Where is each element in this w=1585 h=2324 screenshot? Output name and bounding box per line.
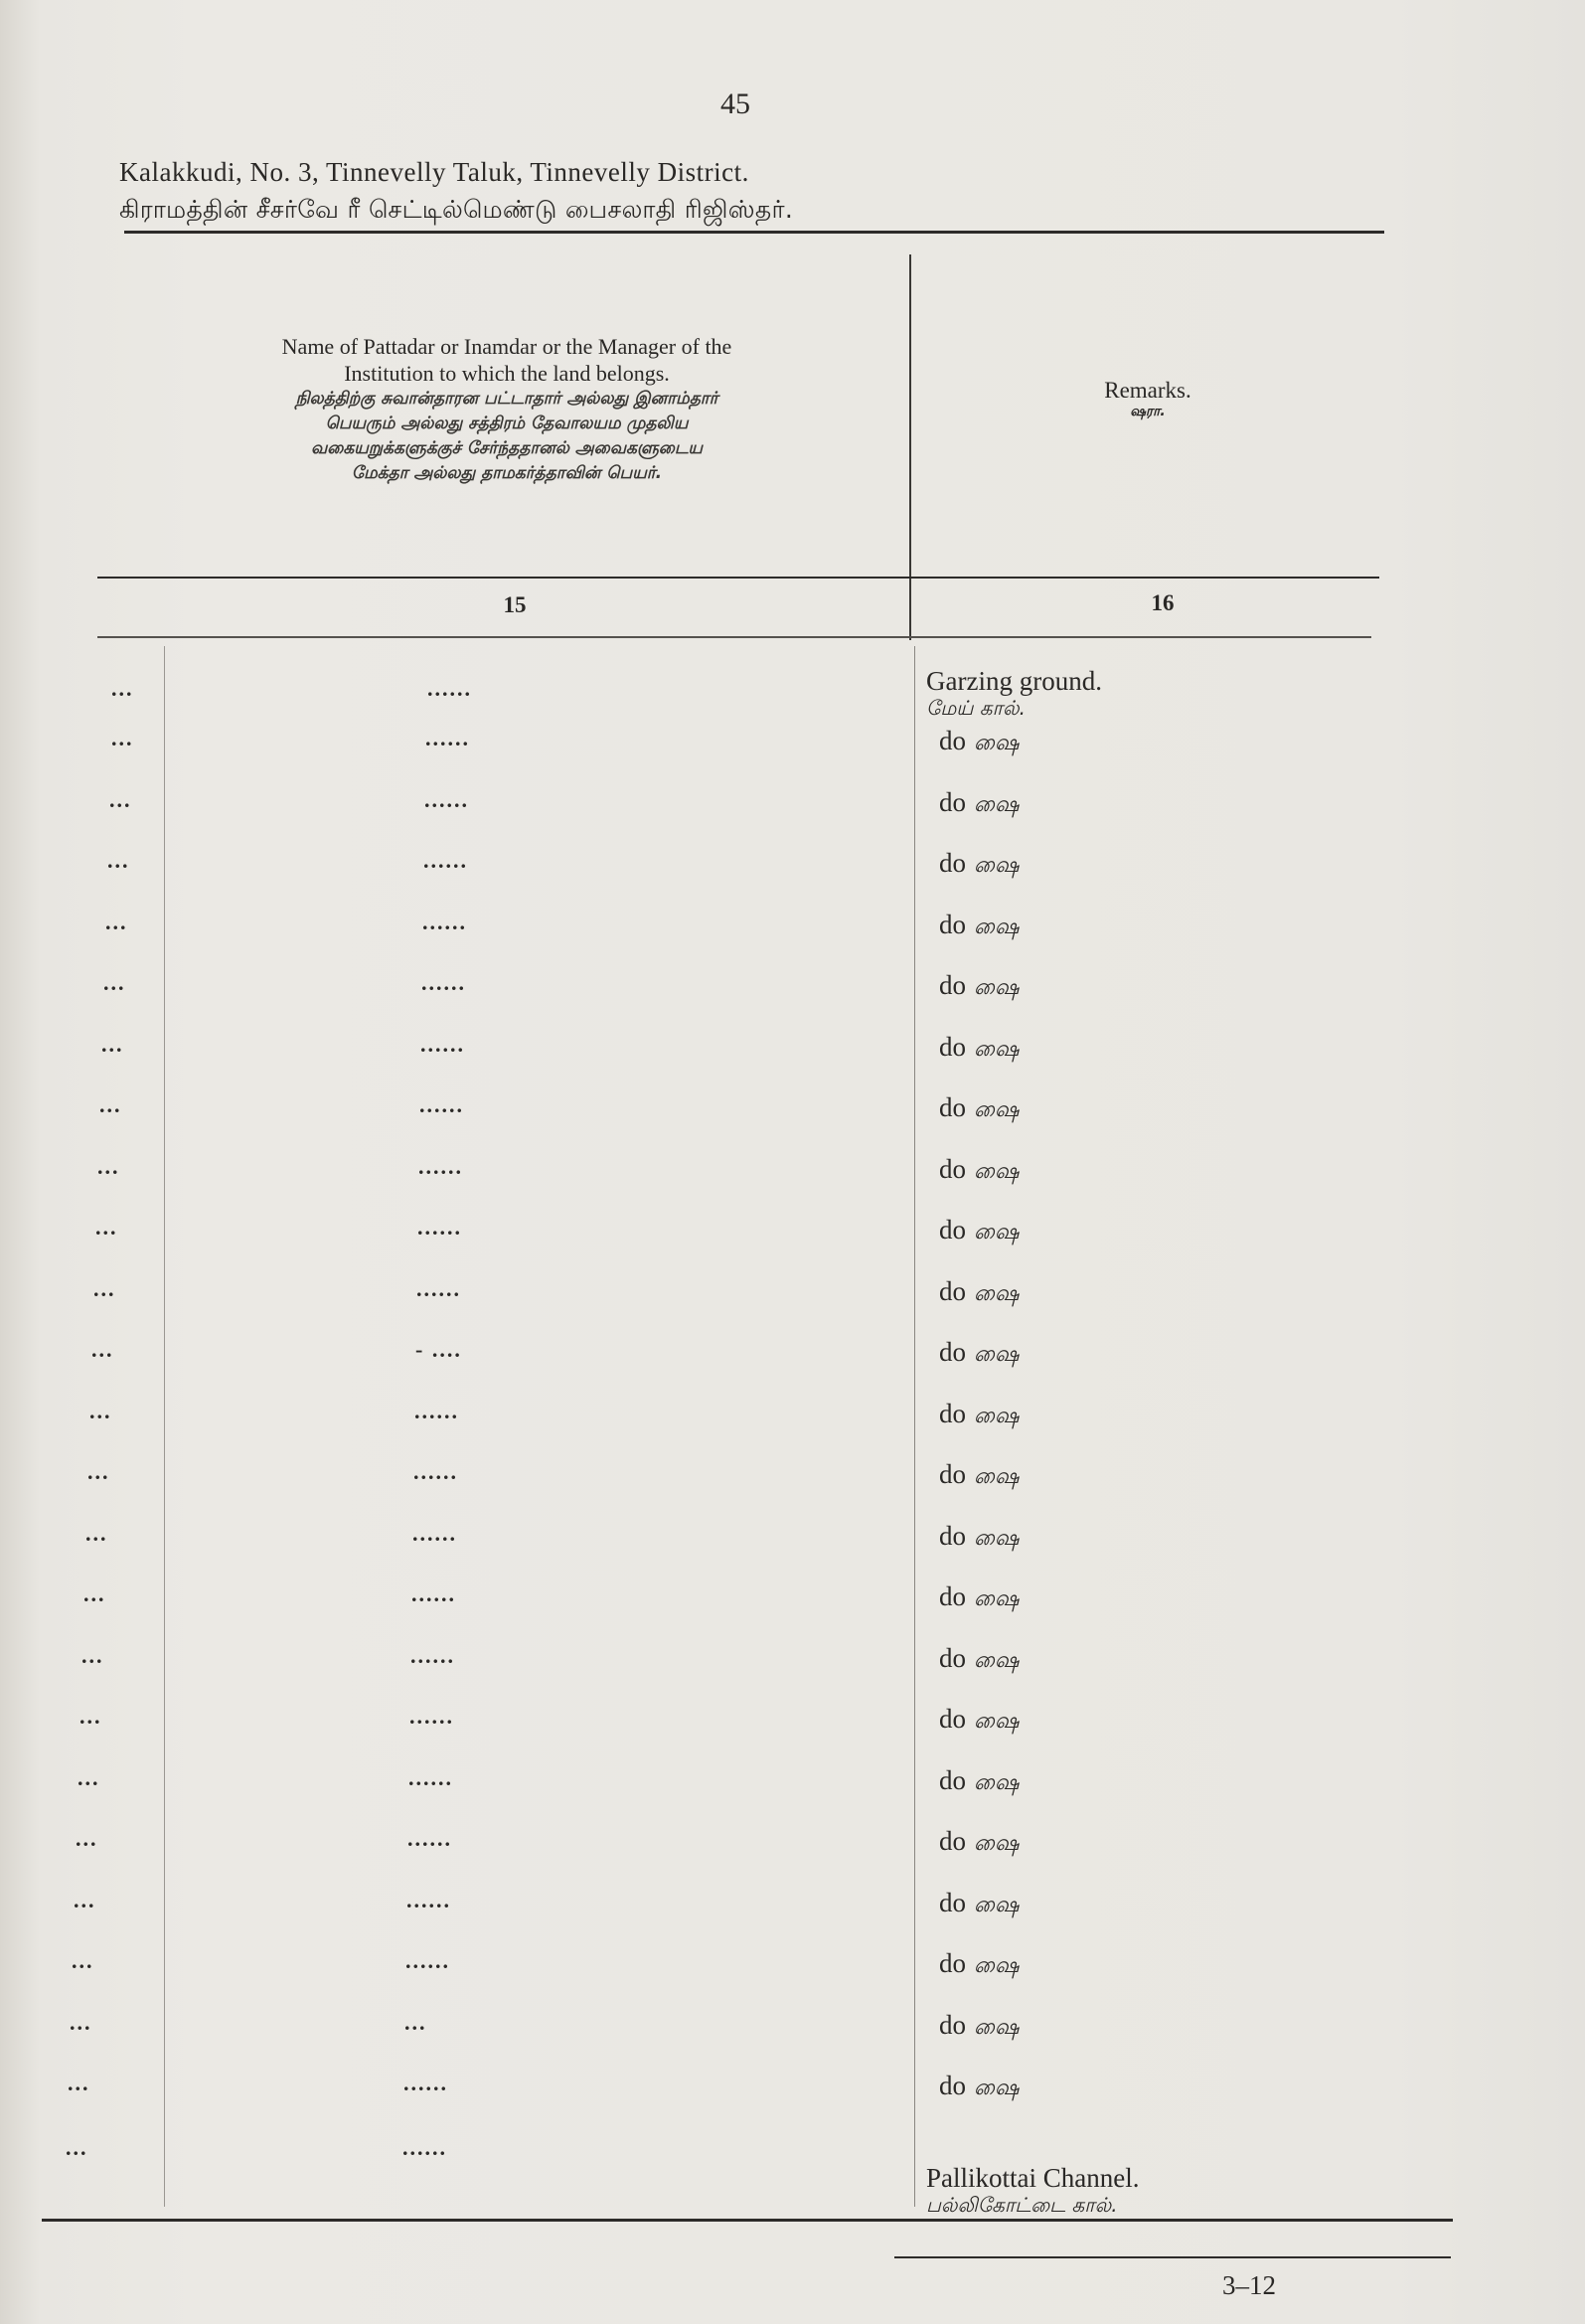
remark-ditto-en: do — [939, 1643, 966, 1673]
remark-ditto-en: do — [939, 1581, 966, 1611]
remark-ditto-ta: ஷை — [974, 1586, 1020, 1611]
row-dots-left: ... — [109, 787, 132, 812]
row-dots-mid: ...... — [422, 910, 467, 934]
page-number: 45 — [720, 87, 750, 120]
row-dots-mid: ...... — [410, 1643, 455, 1668]
row-dots-mid: ...... — [421, 970, 466, 995]
remark-ditto-ta: ஷை — [974, 1220, 1020, 1245]
remark-ditto-en: do — [939, 1521, 966, 1551]
remark-ditto-en: do — [939, 1888, 966, 1917]
table-row — [0, 2010, 1585, 2070]
column-15-number: 15 — [503, 592, 527, 617]
remark-ditto-en: do — [939, 1765, 966, 1795]
row-dots-left: ... — [93, 1276, 116, 1301]
remark-ditto-ta: ஷை — [974, 1342, 1020, 1367]
table-row — [0, 2135, 1585, 2195]
number-rule — [97, 636, 1371, 638]
row-remark — [939, 1948, 1019, 1981]
row-dots-left: ... — [76, 1826, 98, 1851]
remark-ditto-en: do — [939, 1092, 966, 1122]
column-15-title-ta-2: பெயரும் அல்லது சத்திரம் தேவாலயம முதலிய — [325, 414, 689, 433]
row-dots-mid: ...... — [427, 676, 472, 701]
remark-ditto-ta: ஷை — [974, 1770, 1020, 1795]
row-dots-mid: ...... — [418, 1154, 463, 1179]
row-remark — [939, 1276, 1019, 1309]
row-dots-left: ... — [107, 848, 130, 873]
column-16-title-en: Remarks. — [1104, 378, 1191, 403]
row-remark — [939, 1092, 1019, 1125]
column-16-header — [1014, 378, 1282, 421]
remark-ditto-en: do — [939, 1826, 966, 1856]
table-row — [0, 1092, 1585, 1152]
remark-ditto-en: do — [939, 1032, 966, 1062]
table-row — [0, 970, 1585, 1030]
row-remark — [939, 787, 1019, 820]
row-remark — [939, 1765, 1019, 1798]
column-15-title-ta-4: மேக்தா அல்லது தாமகர்த்தாவின் பெயர். — [351, 463, 663, 483]
remark-ditto-en: do — [939, 1154, 966, 1184]
row-dots-left: ... — [66, 2135, 88, 2160]
row-dots-left: ... — [74, 1888, 96, 1912]
column-16-number: 16 — [1151, 590, 1175, 615]
row-dots-mid: ...... — [414, 1399, 459, 1423]
row-dots-mid: ...... — [402, 2135, 447, 2160]
remark-ditto-ta: ஷை — [974, 1464, 1020, 1489]
row-dots-left: ... — [89, 1399, 112, 1423]
bottom-rule — [42, 2219, 1453, 2222]
row-remark — [939, 1581, 1019, 1614]
row-dots-mid: ...... — [413, 1459, 458, 1484]
top-rule — [124, 231, 1384, 234]
row-dots-mid: ...... — [412, 1521, 457, 1546]
row-dots-mid: ...... — [425, 726, 470, 750]
table-row — [0, 1215, 1585, 1274]
table-row — [0, 1276, 1585, 1336]
row-dots-mid: ...... — [417, 1215, 462, 1240]
row-dots-left: ... — [103, 970, 126, 995]
remark-ditto-ta: ஷை — [974, 1281, 1020, 1306]
remark-pallikottai-channel — [926, 2163, 1139, 2217]
remark-ditto-ta: ஷை — [974, 731, 1020, 755]
remark-ditto-en: do — [939, 1948, 966, 1978]
row-remark — [939, 1888, 1019, 1920]
row-remark — [939, 848, 1019, 881]
header-rule — [97, 577, 1379, 579]
column-16-title-ta: ஷரா. — [1130, 404, 1166, 419]
row-dots-mid: - .... — [415, 1337, 462, 1362]
table-row — [0, 1154, 1585, 1214]
remark-channel-en: Pallikottai Channel. — [926, 2163, 1140, 2193]
row-dots-left: ... — [97, 1154, 120, 1179]
row-dots-mid: ...... — [424, 787, 469, 812]
remark-ditto-en: do — [939, 1215, 966, 1245]
row-dots-mid: ...... — [423, 848, 468, 873]
row-dots-left: ... — [105, 910, 128, 934]
column-15-title-ta-3: வகையறுக்களுக்குச் சேர்ந்ததானல் அவைகளுடைய — [311, 438, 703, 458]
row-remark — [939, 1459, 1019, 1492]
table-row — [0, 2071, 1585, 2130]
remark-ditto-ta: ஷை — [974, 1953, 1020, 1978]
row-dots-left: ... — [111, 726, 134, 750]
remark-ditto-en: do — [939, 848, 966, 878]
remark-ditto-en: do — [939, 1399, 966, 1428]
row-dots-left: ... — [85, 1521, 108, 1546]
remark-ditto-en: do — [939, 1459, 966, 1489]
row-remark — [939, 2071, 1019, 2103]
remark-channel-ta: பல்லிகோட்டை கால். — [926, 2193, 1118, 2217]
row-dots-mid: ...... — [409, 1704, 454, 1729]
register-title-tamil: கிராமத்தின் சீசர்வே ரீ செட்டில்மெண்டு பைசலாதி ரிஜிஸ்தர். — [119, 195, 794, 224]
remark-grazing-ta: மேய் கால். — [926, 696, 1026, 720]
row-remark — [939, 1826, 1019, 1859]
remark-grazing-en: Garzing ground. — [926, 666, 1102, 696]
row-dots-left: ... — [87, 1459, 110, 1484]
remark-ditto-en: do — [939, 910, 966, 939]
column-15-title-en-2: Institution to which the land belongs. — [344, 361, 670, 386]
row-dots-mid: ...... — [411, 1581, 456, 1606]
register-title-english: Kalakkudi, No. 3, Tinnevelly Taluk, Tinnevelly District. — [119, 157, 749, 187]
row-dots-left: ... — [70, 2010, 92, 2035]
table-row — [0, 1948, 1585, 2008]
row-remark — [939, 1643, 1019, 1676]
row-dots-left: ... — [78, 1765, 100, 1790]
remark-ditto-en: do — [939, 1337, 966, 1367]
remark-ditto-ta: ஷை — [974, 1526, 1020, 1551]
table-row — [0, 1643, 1585, 1703]
remark-ditto-ta: ஷை — [974, 853, 1020, 878]
row-dots-left: ... — [81, 1643, 104, 1668]
remark-ditto-ta: ஷை — [974, 1831, 1020, 1856]
column-15-title-ta-1: நிலத்திற்கு சுவான்தாரன பட்டாதார் அல்லது இனாம்தார் — [295, 389, 718, 409]
table-row — [0, 1704, 1585, 1763]
remark-ditto-ta: ஷை — [974, 1159, 1020, 1184]
remark-ditto-ta: ஷை — [974, 1893, 1020, 1917]
table-row — [0, 1581, 1585, 1641]
column-divider — [909, 254, 911, 640]
remark-ditto-en: do — [939, 970, 966, 1000]
column-15-title-en-1: Name of Pattadar or Inamdar or the Manager of the — [281, 334, 732, 359]
footer-code: 3–12 — [1222, 2270, 1276, 2300]
table-row — [0, 848, 1585, 908]
row-remark — [939, 2010, 1019, 2043]
remark-ditto-ta: ஷை — [974, 2075, 1020, 2100]
remark-ditto-en: do — [939, 787, 966, 817]
row-remark — [939, 1215, 1019, 1247]
row-dots-left: ... — [91, 1337, 114, 1362]
row-dots-left: ... — [111, 676, 134, 701]
table-row — [0, 1399, 1585, 1458]
remark-ditto-ta: ஷை — [974, 1709, 1020, 1734]
row-dots-left: ... — [79, 1704, 102, 1729]
remark-ditto-ta: ஷை — [974, 914, 1020, 939]
row-dots-left: ... — [101, 1032, 124, 1057]
remark-ditto-en: do — [939, 2010, 966, 2040]
table-row — [0, 726, 1585, 785]
row-dots-left: ... — [83, 1581, 106, 1606]
row-remark — [939, 910, 1019, 942]
remark-ditto-en: do — [939, 1276, 966, 1306]
row-dots-mid: ...... — [405, 1948, 450, 1973]
footer-rule — [894, 2256, 1451, 2258]
table-row — [0, 1459, 1585, 1519]
table-row — [0, 787, 1585, 847]
row-dots-mid: ...... — [416, 1276, 461, 1301]
row-remark — [939, 1337, 1019, 1370]
remark-ditto-ta: ஷை — [974, 1648, 1020, 1673]
remark-ditto-ta: ஷை — [974, 2015, 1020, 2040]
table-row — [0, 1888, 1585, 1947]
table-row — [0, 1826, 1585, 1886]
row-dots-left: ... — [72, 1948, 94, 1973]
remark-ditto-ta: ஷை — [974, 1037, 1020, 1062]
row-remark — [939, 1399, 1019, 1431]
remark-ditto-ta: ஷை — [974, 975, 1020, 1000]
row-dots-mid: ...... — [408, 1765, 453, 1790]
row-dots-mid: ...... — [403, 2071, 448, 2095]
table-row — [0, 910, 1585, 969]
row-dots-mid: ...... — [406, 1888, 451, 1912]
remark-ditto-ta: ஷை — [974, 1097, 1020, 1122]
row-dots-left: ... — [68, 2071, 90, 2095]
row-remark — [939, 1521, 1019, 1554]
row-dots-mid: ... — [404, 2010, 427, 2035]
row-dots-left: ... — [95, 1215, 118, 1240]
table-row — [0, 1765, 1585, 1825]
row-remark — [939, 726, 1019, 758]
remark-ditto-en: do — [939, 2071, 966, 2100]
remark-ditto-ta: ஷை — [974, 1404, 1020, 1428]
row-remark — [939, 1154, 1019, 1187]
remark-ditto-en: do — [939, 1704, 966, 1734]
row-dots-left: ... — [99, 1092, 122, 1117]
remark-ditto-en: do — [939, 726, 966, 755]
table-row — [0, 1521, 1585, 1580]
table-row — [0, 1337, 1585, 1397]
table-row — [0, 1032, 1585, 1091]
remark-grazing-ground — [926, 666, 1102, 720]
column-15-header — [179, 333, 835, 486]
row-dots-mid: ...... — [419, 1092, 464, 1117]
row-dots-mid: ...... — [407, 1826, 452, 1851]
row-remark — [939, 970, 1019, 1003]
row-remark — [939, 1032, 1019, 1065]
row-dots-mid: ...... — [420, 1032, 465, 1057]
remark-ditto-ta: ஷை — [974, 792, 1020, 817]
row-remark — [939, 1704, 1019, 1737]
